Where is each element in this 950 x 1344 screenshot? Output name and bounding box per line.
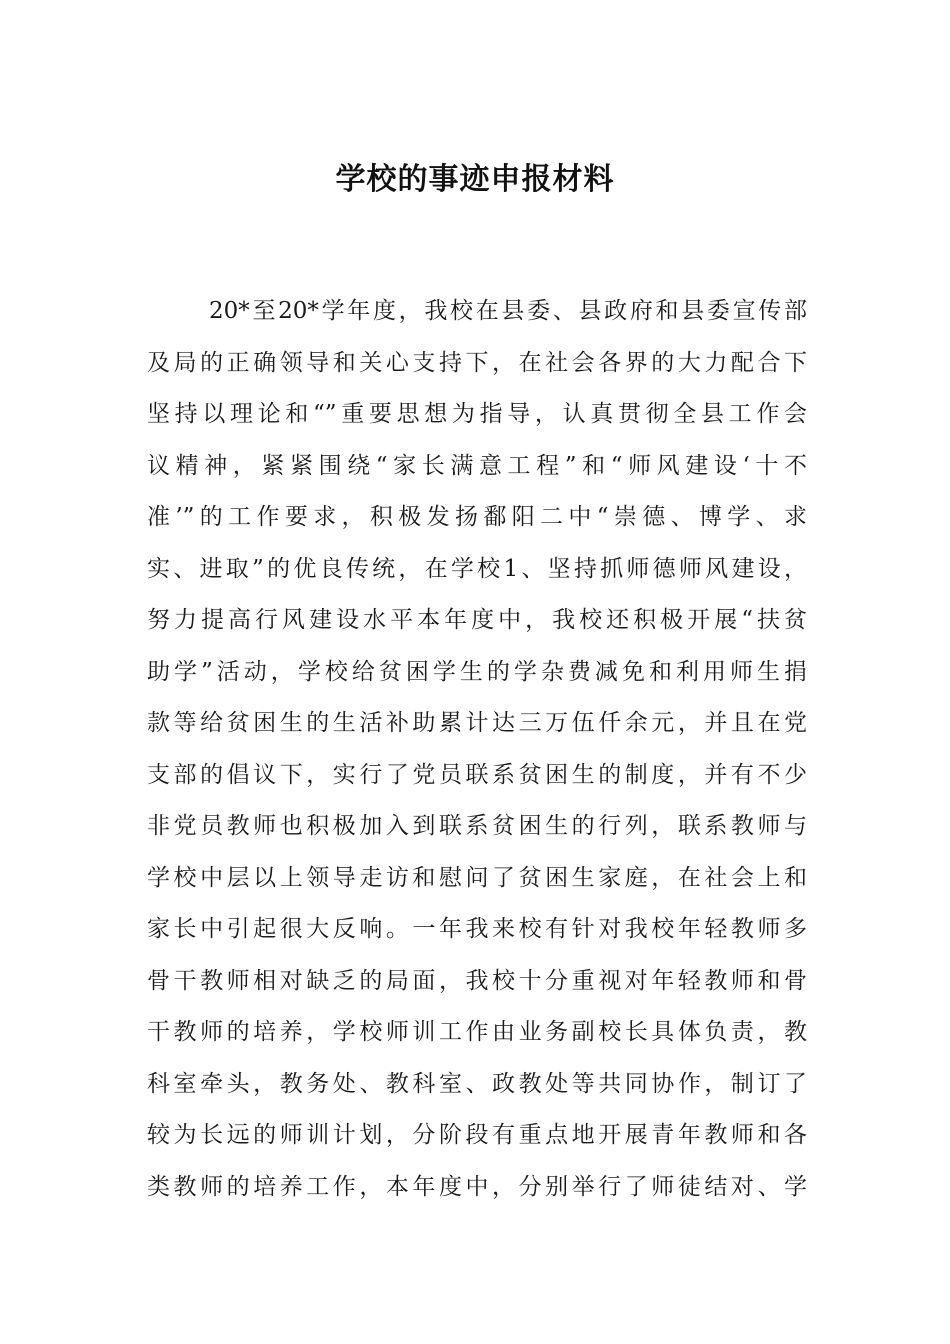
paragraph-line: 非党员教师也积极加入到联系贫困生的行列，联系教师与 bbox=[147, 813, 807, 839]
paragraph-line: 议精神，紧紧围绕“家长满意工程”和“师风建设‘十不 bbox=[147, 452, 807, 479]
paragraph-line: 家长中引起很大反响。一年我来校有针对我校年轻教师多 bbox=[147, 916, 807, 942]
paragraph-line: 助学”活动，学校给贫困学生的学杂费减免和利用师生捐 bbox=[147, 658, 807, 685]
paragraph-line: 准’”的工作要求，积极发扬鄱阳二中“崇德、博学、求 bbox=[147, 504, 807, 530]
paragraph-line: 及局的正确领导和关心支持下，在社会各界的大力配合下 bbox=[147, 349, 807, 376]
paragraph-line: 科室牵头，教务处、教科室、政教处等共同协作，制订了 bbox=[147, 1070, 807, 1097]
paragraph-line: 坚持以理论和“”重要思想为指导，认真贯彻全县工作会 bbox=[147, 401, 807, 427]
paragraph-line: 类教师的培养工作，本年度中，分别举行了师徒结对、学 bbox=[147, 1173, 807, 1200]
document-title: 学校的事迹申报材料 bbox=[335, 162, 615, 197]
paragraph-line: 实、进取”的优良传统，在学校1、坚持抓师德师风建设， bbox=[147, 555, 807, 582]
paragraph-line: 20*至20*学年度，我校在县委、县政府和县委宣传部 bbox=[209, 298, 807, 324]
body-paragraph bbox=[147, 292, 807, 1219]
paragraph-line: 款等给贫困生的生活补助累计达三万伍仟余元，并且在党 bbox=[147, 710, 807, 736]
paragraph-line: 学校中层以上领导走访和慰问了贫困生家庭，在社会上和 bbox=[147, 864, 807, 891]
paragraph-line: 较为长远的师训计划，分阶段有重点地开展青年教师和各 bbox=[147, 1122, 807, 1148]
paragraph-line: 骨干教师相对缺乏的局面，我校十分重视对年轻教师和骨 bbox=[147, 967, 807, 994]
paragraph-line: 努力提高行风建设水平本年度中，我校还积极开展“扶贫 bbox=[147, 607, 807, 633]
paragraph-line: 干教师的培养，学校师训工作由业务副校长具体负责，教 bbox=[147, 1019, 807, 1045]
paragraph-line: 支部的倡议下，实行了党员联系贫困生的制度，并有不少 bbox=[147, 761, 807, 788]
